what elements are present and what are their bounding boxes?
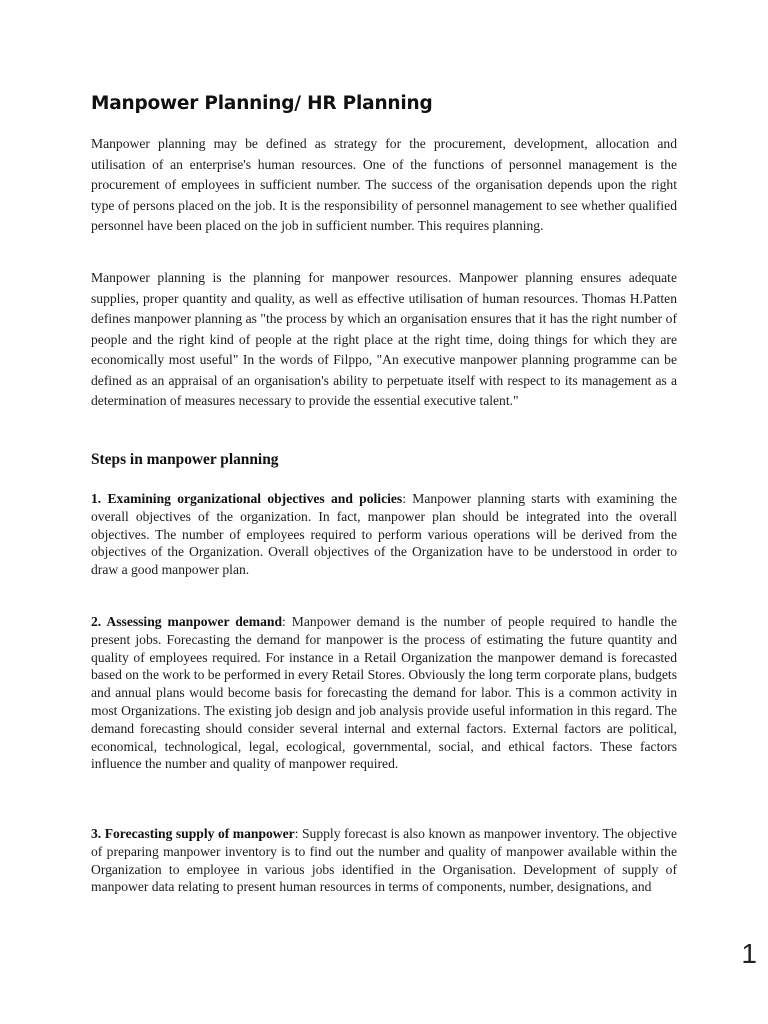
definition-paragraph: Manpower planning is the planning for manpower resources. Manpower planning ensures adequate supplies, proper quantity and quality, as well as effective utilisation of human resources. Thomas H.Patten defines manpower planning as "the process by which an organisation ensures that it has the right number of people and the right kind of people at the right place at the right time, doing things for which they are economically most useful" In the words of Filppo, "An executive manpower planning programme can be defined as an appraisal of an organisation's ability to perpetuate itself with respect to its management as a determination of measures necessary to provide the essential executive talent." <box>91 270 677 408</box>
step-3 <box>91 825 677 896</box>
section-heading: Steps in manpower planning <box>91 451 279 468</box>
intro-paragraph: Manpower planning may be defined as strategy for the procurement, development, allocation and utilisation of an enterprise's human resources. One of the functions of personnel management is the procurement of employees in sufficient number. The success of the organisation depends upon the right type of persons placed on the job. It is the responsibility of personnel management to see whether qualified personnel have been placed on the job in sufficient number. This requires planning. <box>91 136 677 233</box>
step-1-heading: 1. Examining organizational objectives and policies <box>91 491 403 506</box>
step-2 <box>91 613 677 773</box>
document-title: Manpower Planning/ HR Planning <box>91 93 433 114</box>
step-3-text: : Supply forecast is also known as manpower inventory. The objective of preparing manpower inventory is to find out the number and quality of manpower available within the Organization to employee in various jobs identified in the Organisation. Development of supply of manpower data relating to present human resources in terms of components, number, designations, and <box>91 826 677 895</box>
step-3-heading: 3. Forecasting supply of manpower <box>91 826 295 841</box>
step-2-heading: 2. Assessing manpower demand <box>91 614 283 629</box>
step-1 <box>91 490 677 579</box>
step-2-text: : Manpower demand is the number of people required to handle the present jobs. Forecasting the demand for manpower is the process of estimating the future quantity and quality of employees required. For instance in a Retail Organization the manpower demand is forecasted based on the work to be performed in every Retail Stores. Obviously the long term corporate plans, budgets and annual plans would become basis for forecasting the demand for labor. This is a common activity in most Organizations. The existing job design and job analysis provide useful information in this regard. The demand forecasting should consider several internal and external factors. External factors are political, economical, technological, legal, ecological, governmental, social, and ethical factors. These factors influence the number and quality of manpower required. <box>91 614 677 772</box>
step-1-text: : Manpower planning starts with examining the overall objectives of the organization. In fact, manpower plan should be integrated into the overall objectives. The number of employees required to perform various operations will be derived from the objectives of the Organization. Overall objectives of the Organization have to be understood in order to draw a good manpower plan. <box>91 491 677 578</box>
page-number: 1 <box>741 938 757 969</box>
